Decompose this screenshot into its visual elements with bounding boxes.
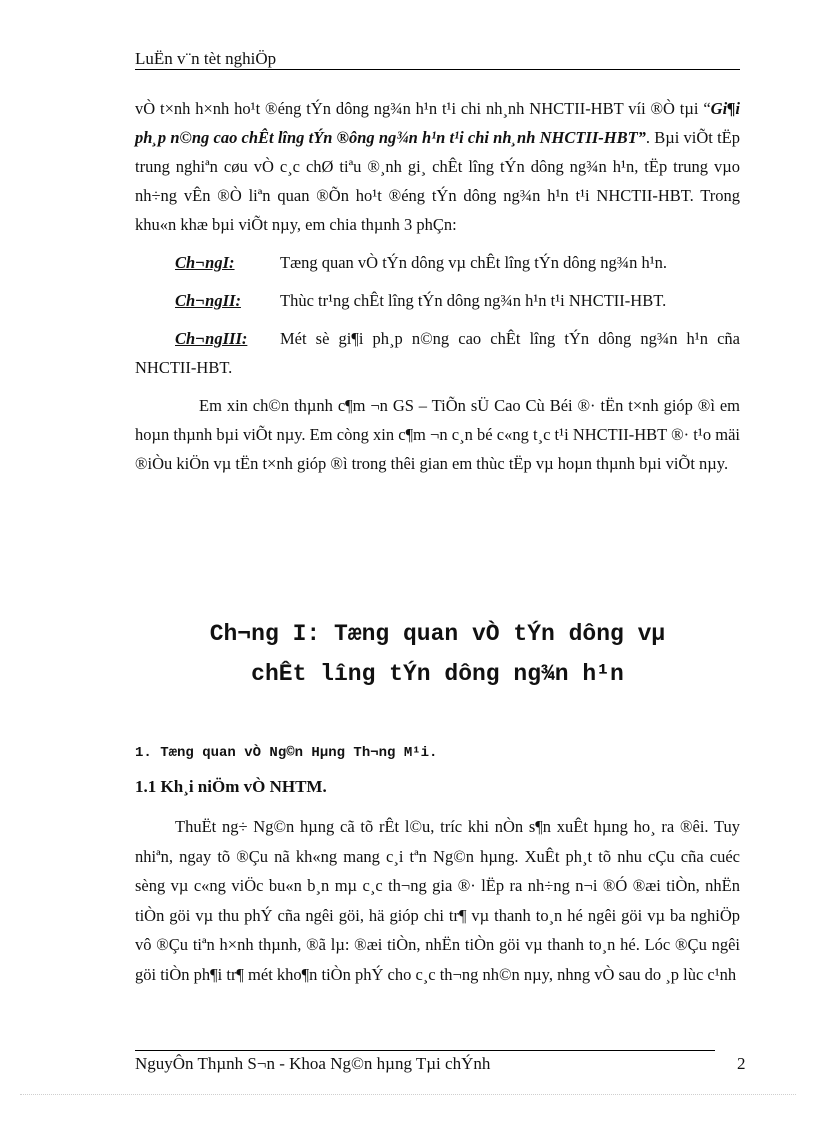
chapter-heading-line-1: Ch¬ng I: Tæng quan vÒ tÝn dông vµ (209, 621, 666, 647)
chapter-list-item (135, 248, 740, 277)
chapter-label: Ch¬ngII: (175, 291, 241, 310)
chapter-label: Ch¬ngI: (175, 253, 235, 272)
running-header: LuËn v¨n tèt nghiÖp (135, 49, 277, 68)
chapter-label: Ch¬ngIII: (175, 329, 248, 348)
chapter-desc: Thùc tr¹ng chÊt lîng tÝn dông ng¾n h¹n t¹i NHCTII-HBT. (280, 291, 667, 310)
chapter-heading-line-2: chÊt lîng tÝn dông ng¾n h¹n (251, 661, 624, 687)
chapter-desc: Mét sè gi¶i ph¸p n©ng cao chÊt lîng tÝn dông ng¾n h¹n cña NHCTII-HBT. (135, 329, 740, 377)
page-number: 2 (737, 1054, 746, 1073)
running-footer: NguyÔn Thµnh S¬n - Khoa Ng©n hµng Tµi chÝnh (135, 1054, 491, 1073)
body-paragraph: ThuËt ng÷ Ng©n hµng cã tõ rÊt l©u, tríc khi nÒn s¶n xuÊt hµng ho¸ ra ®êi. Tuy nhiªn, ngay tõ ®Çu nã kh«ng mang c¸i tªn Ng©n hµng. XuÊt ph¸t tõ nhu cÇu cña cuéc sèng vµ c«ng viÖc bu«n b¸n mµ c¸c th¬ng gia ®· lËp ra nh÷ng n¬i ®Ó ®æi tiÒn, nhËn tiÒn göi vµ thu phÝ cña ngêi göi, hä gióp chi tr¶ vµ thanh to¸n hé ngêi göi vµ ba nghiÖp vô ®Çu tiªn h×nh thµnh, ®ã lµ: ®æi tiÒn, nhËn tiÒn göi vµ thanh to¸n hé. Lóc ®Çu ngêi göi tiÒn ph¶i tr¶ mét kho¶n tiÒn phÝ cho c¸c th¬ng nh©n nµy, nhng vÒ sau do ¸p lùc c¹nh (135, 817, 740, 984)
chapter-list-item (135, 286, 740, 315)
section-heading: 1. Tæng quan vÒ Ng©n Hµng Th¬ng M¹i. (135, 745, 438, 761)
header-rule (135, 69, 740, 70)
page-boundary (20, 1094, 796, 1095)
intro-text-1: vÒ t×nh h×nh ho¹t ®éng tÝn dông ng¾n h¹n t¹i chi nh¸nh NHCTII-HBT víi ®Ò tµi “ (135, 99, 711, 118)
intro-paragraph (135, 94, 740, 239)
intro-section (135, 94, 740, 478)
chapter-desc: Tæng quan vÒ tÝn dông vµ chÊt lîng tÝn dông ng¾n h¹n. (280, 253, 668, 272)
footer-rule (135, 1050, 715, 1051)
chapter-heading (135, 614, 740, 694)
thesis-title: Gi¶i ph¸p n©ng cao chÊt lîng tÝn ®ông ng¾n h¹n t¹i chi nh¸nh NHCTII-HBT” (135, 99, 740, 147)
thanks-paragraph: Em xin ch©n thµnh c¶m ¬n GS – TiÕn sÜ Cao Cù Béi ®· tËn t×nh gióp ®ì em hoµn thµnh bµi viÕt nµy. Em còng xin c¶m ¬n c¸n bé c«ng t¸c t¹i NHCTII-HBT ®· t¹o mäi ®iÒu kiÖn vµ tËn t×nh gióp ®ì trong thêi gian em thùc tËp vµ hoµn thµnh bµi viÕt nµy. (135, 396, 740, 473)
body-section (135, 812, 740, 989)
subsection-heading: 1.1 Kh¸i niÖm vÒ NHTM. (135, 777, 327, 796)
intro-text-2: . Bµi viÕt tËp trung nghiªn cøu vÒ c¸c chØ tiªu ®¸nh gi¸ chÊt lîng tÝn dông ng¾n h¹n, tËp trung vµo nh÷ng vÊn ®Ò liªn quan ®Õn ho¹t ®éng tÝn dông ng¾n h¹n t¹i NHCTII-HBT. Trong khu«n khæ bµi viÕt nµy, em chia thµnh 3 phÇn: (135, 128, 740, 234)
chapter-list-item (135, 324, 740, 382)
